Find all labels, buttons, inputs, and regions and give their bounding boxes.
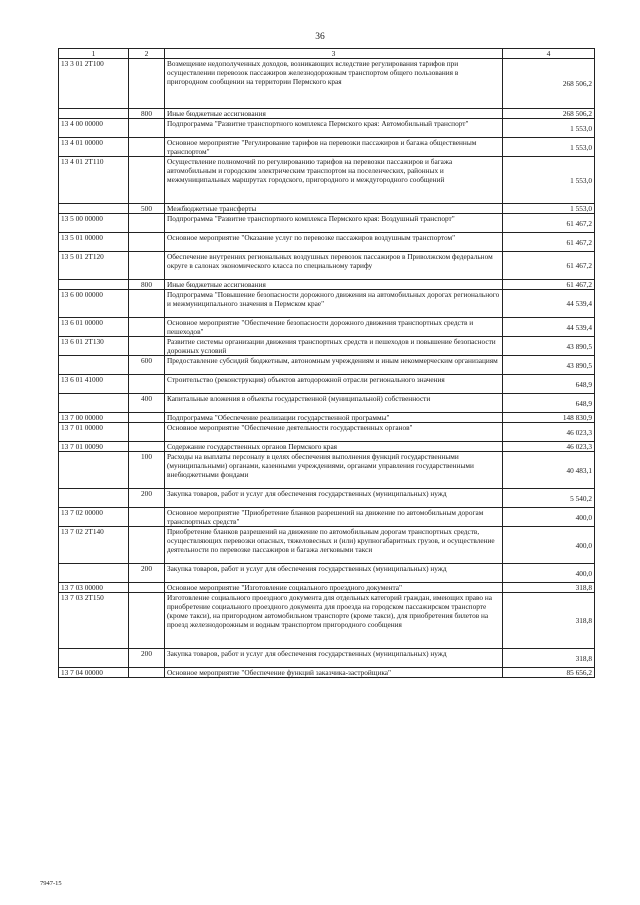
item-name-cell: Предоставление субсидий бюджетным, автономным учреждениям и иным некоммерческим организациям bbox=[165, 356, 503, 375]
expense-type-cell: 200 bbox=[129, 489, 165, 508]
item-name-cell: Осуществление полномочий по регулированию тарифов на перевозки пассажиров и багажа автомобильным и городским электрическим транспортом на поселенческих, районных и межмуниципальных маршрутах городского, пригородного и междугородного сообщений bbox=[165, 157, 503, 204]
item-name-cell: Основное мероприятие "Регулирование тарифов на перевозки пассажиров и багажа общественным транспортом" bbox=[165, 138, 503, 157]
table-row bbox=[59, 668, 595, 678]
amount-cell: 400,0 bbox=[503, 564, 595, 583]
expense-type-cell bbox=[129, 668, 165, 678]
expense-type-cell bbox=[129, 252, 165, 280]
budget-code-cell bbox=[59, 564, 129, 583]
table-row bbox=[59, 413, 595, 423]
table-header-row bbox=[59, 49, 595, 59]
item-name-cell: Основное мероприятие "Обеспечение деятельности государственных органов" bbox=[165, 423, 503, 442]
table-row bbox=[59, 649, 595, 668]
expense-type-cell bbox=[129, 527, 165, 564]
amount-cell: 400,0 bbox=[503, 527, 595, 564]
expense-type-cell bbox=[129, 233, 165, 252]
table-row bbox=[59, 508, 595, 527]
amount-cell: 1 553,0 bbox=[503, 138, 595, 157]
table-row bbox=[59, 583, 595, 593]
table-row bbox=[59, 564, 595, 583]
item-name-cell: Иные бюджетные ассигнования bbox=[165, 280, 503, 290]
expense-type-cell bbox=[129, 214, 165, 233]
budget-code-cell: 13 4 01 2T110 bbox=[59, 157, 129, 204]
amount-cell: 46 023,3 bbox=[503, 423, 595, 442]
budget-code-cell: 13 3 01 2T100 bbox=[59, 59, 129, 109]
budget-code-cell: 13 7 02 00000 bbox=[59, 508, 129, 527]
amount-cell: 1 553,0 bbox=[503, 157, 595, 204]
item-name-cell: Иные бюджетные ассигнования bbox=[165, 109, 503, 119]
table-row bbox=[59, 527, 595, 564]
budget-code-cell: 13 4 00 00000 bbox=[59, 119, 129, 138]
page-number: 36 bbox=[315, 32, 325, 42]
item-name-cell: Подпрограмма "Повышение безопасности дорожного движения на автомобильных дорогах регионального и межмуниципального значения в Пермском крае" bbox=[165, 290, 503, 318]
budget-code-cell bbox=[59, 356, 129, 375]
amount-cell: 46 023,3 bbox=[503, 442, 595, 452]
item-name-cell: Возмещение недополученных доходов, возникающих вследствие регулирования тарифов при осуществлении перевозок пассажиров железнодорожным транспортом общего пользования в пригородном сообщении на территории Пермского края bbox=[165, 59, 503, 109]
column-header-1: 1 bbox=[59, 49, 129, 59]
expense-type-cell: 800 bbox=[129, 109, 165, 119]
table-row bbox=[59, 280, 595, 290]
budget-code-cell bbox=[59, 109, 129, 119]
expense-type-cell bbox=[129, 318, 165, 337]
item-name-cell: Приобретение бланков разрешений на движение по автомобильным дорогам транспортных средств, осуществляющих перевозки опасных, тяжеловесных и (или) крупногабаритных грузов, и осуществление деятельности по перевозке пассажиров и багажа легковыми такси bbox=[165, 527, 503, 564]
item-name-cell: Основное мероприятие "Обеспечение функций заказчика-застройщика" bbox=[165, 668, 503, 678]
item-name-cell: Подпрограмма "Развитие транспортного комплекса Пермского края: Воздушный транспорт" bbox=[165, 214, 503, 233]
column-header-2: 2 bbox=[129, 49, 165, 59]
budget-code-cell: 13 6 01 41000 bbox=[59, 375, 129, 394]
amount-cell: 61 467,2 bbox=[503, 214, 595, 233]
amount-cell: 318,8 bbox=[503, 583, 595, 593]
expense-type-cell bbox=[129, 59, 165, 109]
item-name-cell: Строительство (реконструкция) объектов автодорожной отрасли регионального значения bbox=[165, 375, 503, 394]
item-name-cell: Межбюджетные трансферты bbox=[165, 204, 503, 214]
table-row bbox=[59, 423, 595, 442]
expense-type-cell bbox=[129, 442, 165, 452]
table-row bbox=[59, 59, 595, 109]
budget-code-cell bbox=[59, 452, 129, 489]
amount-cell: 5 540,2 bbox=[503, 489, 595, 508]
budget-code-cell: 13 4 01 00000 bbox=[59, 138, 129, 157]
amount-cell: 1 553,0 bbox=[503, 204, 595, 214]
table-row bbox=[59, 356, 595, 375]
table-row bbox=[59, 337, 595, 356]
expense-type-cell bbox=[129, 337, 165, 356]
amount-cell: 148 830,9 bbox=[503, 413, 595, 423]
expense-type-cell bbox=[129, 290, 165, 318]
budget-code-cell bbox=[59, 204, 129, 214]
expense-type-cell: 200 bbox=[129, 649, 165, 668]
budget-code-cell: 13 6 01 2T130 bbox=[59, 337, 129, 356]
item-name-cell: Обеспечение внутренних региональных воздушных перевозок пассажиров в Приволжском федеральном округе в салонах экономического класса по специальному тарифу bbox=[165, 252, 503, 280]
expense-type-cell: 400 bbox=[129, 394, 165, 413]
budget-code-cell bbox=[59, 649, 129, 668]
table-row bbox=[59, 442, 595, 452]
budget-code-cell: 13 7 01 00090 bbox=[59, 442, 129, 452]
budget-code-cell: 13 7 01 00000 bbox=[59, 423, 129, 442]
amount-cell: 268 506,2 bbox=[503, 109, 595, 119]
amount-cell: 61 467,2 bbox=[503, 252, 595, 280]
table-row bbox=[59, 593, 595, 649]
amount-cell: 400,0 bbox=[503, 508, 595, 527]
item-name-cell: Развитие системы организации движения транспортных средств и пешеходов и повышение безопасности дорожных условий bbox=[165, 337, 503, 356]
amount-cell: 318,8 bbox=[503, 593, 595, 649]
amount-cell: 44 539,4 bbox=[503, 290, 595, 318]
budget-code-cell: 13 7 02 2T140 bbox=[59, 527, 129, 564]
column-header-3: 3 bbox=[165, 49, 503, 59]
budget-code-cell: 13 7 04 00000 bbox=[59, 668, 129, 678]
expense-type-cell bbox=[129, 157, 165, 204]
expense-type-cell: 800 bbox=[129, 280, 165, 290]
table-row bbox=[59, 138, 595, 157]
table-row bbox=[59, 109, 595, 119]
item-name-cell: Расходы на выплаты персоналу в целях обеспечения выполнения функций государственными (муниципальными) органами, казенными учреждениями, органами управления государственными внебюджетными фондами bbox=[165, 452, 503, 489]
item-name-cell: Основное мероприятие "Приобретение бланков разрешений на движение по автомобильным дорогам транспортных средств" bbox=[165, 508, 503, 527]
budget-code-cell: 13 5 01 00000 bbox=[59, 233, 129, 252]
expense-type-cell: 500 bbox=[129, 204, 165, 214]
table-row bbox=[59, 204, 595, 214]
budget-code-cell: 13 7 00 00000 bbox=[59, 413, 129, 423]
amount-cell: 43 890,5 bbox=[503, 337, 595, 356]
budget-code-cell: 13 6 00 00000 bbox=[59, 290, 129, 318]
item-name-cell: Подпрограмма "Развитие транспортного комплекса Пермского края: Автомобильный транспорт" bbox=[165, 119, 503, 138]
expense-type-cell: 200 bbox=[129, 564, 165, 583]
amount-cell: 85 656,2 bbox=[503, 668, 595, 678]
budget-code-cell: 13 7 03 2T150 bbox=[59, 593, 129, 649]
item-name-cell: Основное мероприятие "Изготовление социального проездного документа" bbox=[165, 583, 503, 593]
item-name-cell: Закупка товаров, работ и услуг для обеспечения государственных (муниципальных) нужд bbox=[165, 649, 503, 668]
amount-cell: 268 506,2 bbox=[503, 59, 595, 109]
table-row bbox=[59, 375, 595, 394]
amount-cell: 44 539,4 bbox=[503, 318, 595, 337]
table-row bbox=[59, 394, 595, 413]
footer-code: 7947-15 bbox=[40, 880, 62, 887]
budget-code-cell bbox=[59, 489, 129, 508]
amount-cell: 318,8 bbox=[503, 649, 595, 668]
budget-table bbox=[58, 48, 595, 678]
item-name-cell: Капитальные вложения в объекты государственной (муниципальной) собственности bbox=[165, 394, 503, 413]
amount-cell: 43 890,5 bbox=[503, 356, 595, 375]
budget-code-cell: 13 6 01 00000 bbox=[59, 318, 129, 337]
amount-cell: 40 483,1 bbox=[503, 452, 595, 489]
amount-cell: 1 553,0 bbox=[503, 119, 595, 138]
expense-type-cell bbox=[129, 375, 165, 394]
budget-code-cell: 13 5 01 2T120 bbox=[59, 252, 129, 280]
table-row bbox=[59, 252, 595, 280]
expense-type-cell bbox=[129, 138, 165, 157]
expense-type-cell bbox=[129, 508, 165, 527]
table-row bbox=[59, 318, 595, 337]
expense-type-cell bbox=[129, 593, 165, 649]
item-name-cell: Подпрограмма "Обеспечение реализации государственной программы" bbox=[165, 413, 503, 423]
amount-cell: 61 467,2 bbox=[503, 280, 595, 290]
item-name-cell: Основное мероприятие "Оказание услуг по перевозке пассажиров воздушным транспортом" bbox=[165, 233, 503, 252]
table-row bbox=[59, 233, 595, 252]
expense-type-cell bbox=[129, 119, 165, 138]
item-name-cell: Закупка товаров, работ и услуг для обеспечения государственных (муниципальных) нужд bbox=[165, 489, 503, 508]
budget-code-cell: 13 5 00 00000 bbox=[59, 214, 129, 233]
expense-type-cell: 600 bbox=[129, 356, 165, 375]
budget-code-cell: 13 7 03 00000 bbox=[59, 583, 129, 593]
table-row bbox=[59, 489, 595, 508]
table-row bbox=[59, 214, 595, 233]
budget-code-cell bbox=[59, 280, 129, 290]
amount-cell: 648,9 bbox=[503, 394, 595, 413]
expense-type-cell bbox=[129, 423, 165, 442]
expense-type-cell: 100 bbox=[129, 452, 165, 489]
budget-code-cell bbox=[59, 394, 129, 413]
table-row bbox=[59, 452, 595, 489]
item-name-cell: Изготовление социального проездного документа для отдельных категорий граждан, имеющих право на приобретение социального проездного документа для проезда на городском пассажирском транспорте (кроме такси), на пригородном автомобильном транспорте (кроме такси), для приобретения билетов на проезд железнодорожным и водным транспортом пригородного сообщения bbox=[165, 593, 503, 649]
amount-cell: 61 467,2 bbox=[503, 233, 595, 252]
table-row bbox=[59, 290, 595, 318]
item-name-cell: Содержание государственных органов Пермского края bbox=[165, 442, 503, 452]
item-name-cell: Основное мероприятие "Обеспечение безопасности дорожного движения транспортных средств и пешеходов" bbox=[165, 318, 503, 337]
table-row bbox=[59, 157, 595, 204]
expense-type-cell bbox=[129, 413, 165, 423]
item-name-cell: Закупка товаров, работ и услуг для обеспечения государственных (муниципальных) нужд bbox=[165, 564, 503, 583]
expense-type-cell bbox=[129, 583, 165, 593]
table-row bbox=[59, 119, 595, 138]
amount-cell: 648,9 bbox=[503, 375, 595, 394]
column-header-4: 4 bbox=[503, 49, 595, 59]
